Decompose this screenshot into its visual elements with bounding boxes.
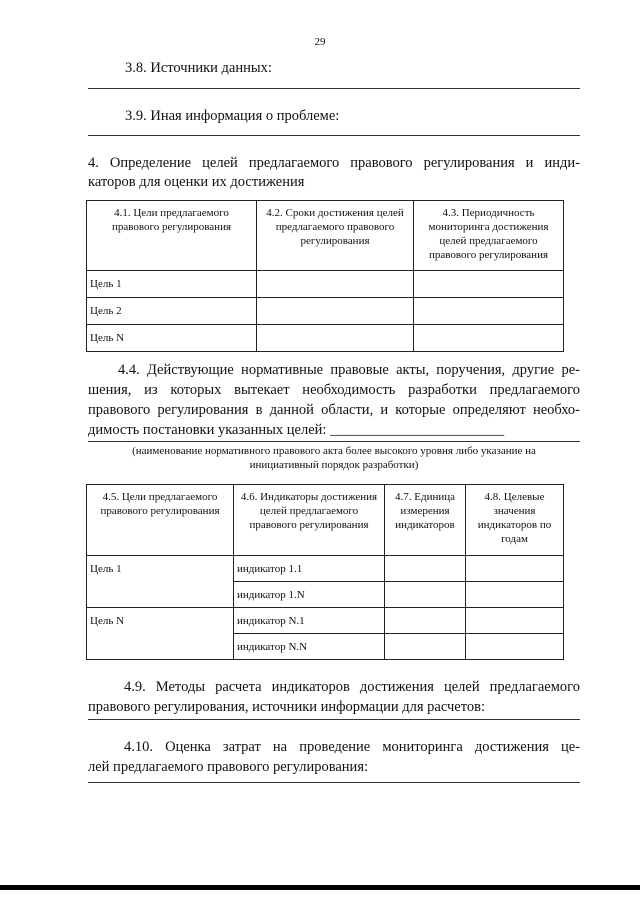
empty-cell: [466, 634, 564, 660]
goal-1-cell: Цель 1: [87, 556, 234, 608]
section-4-10-line1-text: 4.10. Оценка затрат на проведение мониторинга достижения це-: [124, 739, 580, 755]
indicator-1-1-cell: индикатор 1.1: [234, 556, 385, 582]
empty-cell: [414, 271, 564, 298]
empty-cell: [385, 634, 466, 660]
section-4-4-line1: [88, 360, 580, 380]
goal-n-cell: Цель N: [87, 608, 234, 660]
indicators-table-header-target-values: 4.8. Целевые значения индикаторов по годам: [466, 485, 564, 556]
section-3-9-label: 3.9. Иная информация о проблеме:: [125, 108, 340, 124]
section-4-4-line3: правового регулирования в данной области, и которые определяют необхо-: [88, 402, 580, 418]
section-4-4-line4: димость постановки указанных целей: ________________________: [88, 422, 505, 438]
empty-cell: [257, 325, 414, 352]
indicators-table-header-indicators: 4.6. Индикаторы достижения целей предлагаемого правового регулирования: [234, 485, 385, 556]
section-4-10-line1: [88, 737, 580, 757]
indicator-1-n-cell: индикатор 1.N: [234, 582, 385, 608]
indicators-table-header-unit: 4.7. Единица измерения индикаторов: [385, 485, 466, 556]
section-4-9-line1: [88, 677, 580, 697]
goal-n-cell: Цель N: [87, 325, 257, 352]
indicators-table: [86, 484, 564, 660]
table-row: [87, 325, 564, 352]
empty-cell: [466, 582, 564, 608]
page-number: 29: [314, 36, 326, 48]
section-4-heading-line2: каторов для оценки их достижения: [88, 174, 305, 190]
section-3-9-fill-line: [88, 135, 580, 136]
empty-cell: [466, 608, 564, 634]
goals-table-header-goals: 4.1. Цели предлагаемого правового регулирования: [87, 201, 257, 271]
goals-table: [86, 200, 564, 352]
section-4-9-line1-text: 4.9. Методы расчета индикаторов достижения целей предлагаемого: [124, 679, 580, 695]
section-4-9-line2: правового регулирования, источники информации для расчетов:: [88, 699, 485, 715]
section-4-4-line2: шения, из которых вытекает необходимость разработки предлагаемого: [88, 382, 580, 398]
section-4-9-fill-line: [88, 719, 580, 720]
section-3-8-label: 3.8. Источники данных:: [125, 60, 272, 76]
section-4-heading-line1: 4. Определение целей предлагаемого правового регулирования и инди-: [88, 155, 580, 171]
section-4-4-caption-line2: инициативный порядок разработки): [249, 459, 419, 471]
section-4-4-line1-text: 4.4. Действующие нормативные правовые акты, поручения, другие ре-: [118, 362, 580, 378]
table-row: [87, 298, 564, 325]
scan-bottom-border: [0, 885, 640, 890]
section-3-8-fill-line: [88, 88, 580, 89]
goal-1-cell: Цель 1: [87, 271, 257, 298]
section-4-4-fill-line: [88, 441, 580, 442]
empty-cell: [385, 582, 466, 608]
indicator-n-1-cell: индикатор N.1: [234, 608, 385, 634]
indicator-n-n-cell: индикатор N.N: [234, 634, 385, 660]
empty-cell: [385, 608, 466, 634]
empty-cell: [257, 298, 414, 325]
indicators-table-header-goals: 4.5. Цели предлагаемого правового регулирования: [87, 485, 234, 556]
goal-2-cell: Цель 2: [87, 298, 257, 325]
empty-cell: [414, 298, 564, 325]
empty-cell: [414, 325, 564, 352]
section-4-10-line2: лей предлагаемого правового регулирования:: [88, 759, 369, 775]
table-row: [87, 556, 564, 582]
table-row: [87, 608, 564, 634]
goals-table-header-deadlines: 4.2. Сроки достижения целей предлагаемого правового регулирования: [257, 201, 414, 271]
goals-table-header-frequency: 4.3. Периодичность мониторинга достижения целей предлагаемого правового регулирования: [414, 201, 564, 271]
section-4-4-caption-line1: (наименование нормативного правового акта более высокого уровня либо указание на: [132, 445, 536, 457]
empty-cell: [385, 556, 466, 582]
table-row: [87, 271, 564, 298]
empty-cell: [466, 556, 564, 582]
section-4-10-fill-line: [88, 782, 580, 783]
empty-cell: [257, 271, 414, 298]
